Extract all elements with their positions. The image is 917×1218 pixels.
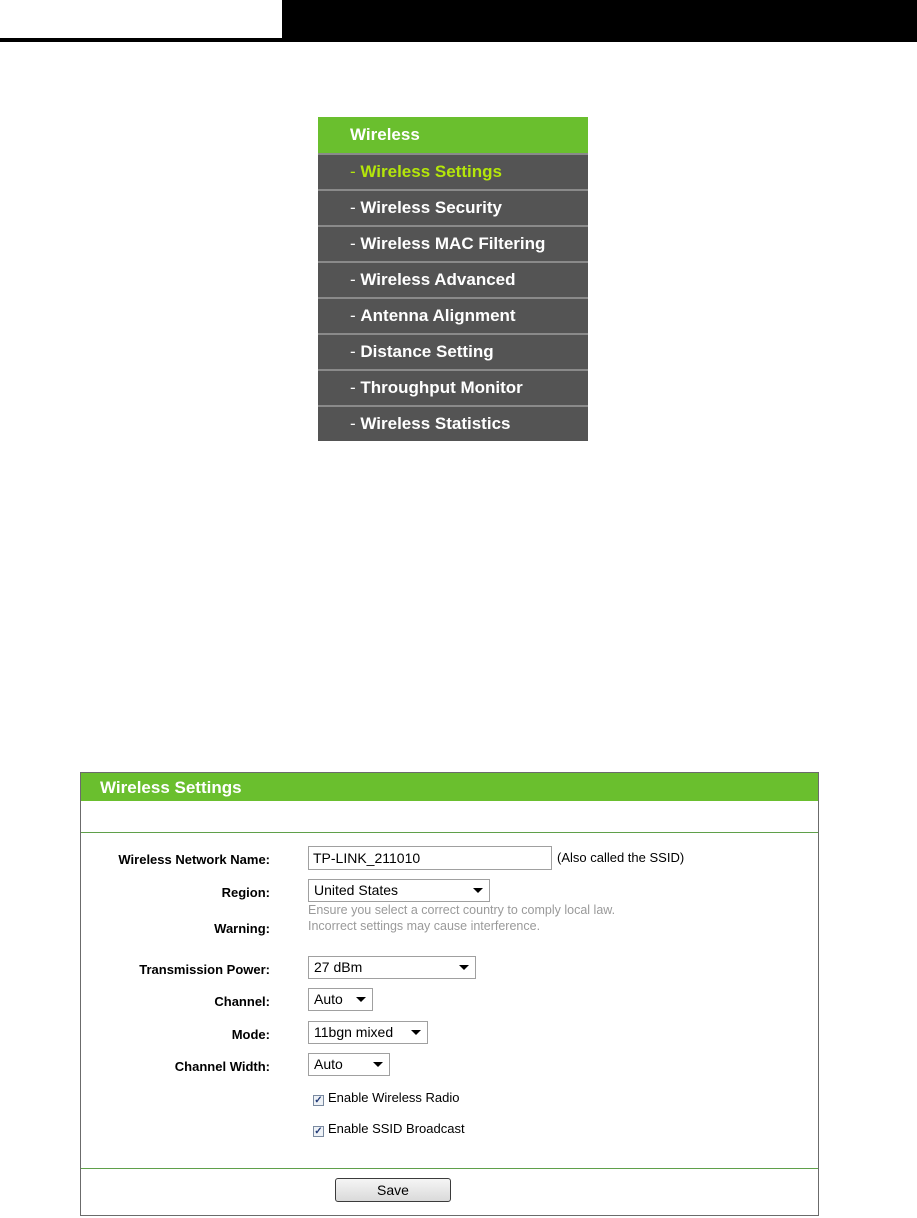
network-name-label: Wireless Network Name: [118,852,270,867]
chevron-down-icon [373,1062,383,1067]
transmission-power-label: Transmission Power: [139,962,270,977]
wireless-settings-panel [80,772,819,1216]
transmission-power-select[interactable]: 27 dBm [308,956,476,979]
warning-text: Ensure you select a correct country to comply local law. Incorrect settings may cause interference. [308,903,616,933]
menu-header-wireless[interactable]: Wireless [318,117,588,153]
channel-select[interactable]: Auto [308,988,373,1011]
network-name-input[interactable]: TP-LINK_211010 [308,846,552,870]
region-select[interactable]: United States [308,879,490,902]
menu-item-wireless-advanced[interactable]: - Wireless Advanced [318,261,588,297]
region-label: Region: [221,885,270,900]
mode-label: Mode: [231,1027,270,1042]
channel-label: Channel: [214,994,270,1009]
ssid-hint: (Also called the SSID) [557,850,685,865]
menu-item-throughput-monitor[interactable]: - Throughput Monitor [318,369,588,405]
chevron-down-icon [356,997,366,1002]
menu-item-antenna-alignment[interactable]: - Antenna Alignment [318,297,588,333]
panel-title: Wireless Settings [81,773,818,801]
mode-select[interactable]: 11bgn mixed [308,1021,428,1044]
menu-item-wireless-mac-filtering[interactable]: - Wireless MAC Filtering [318,225,588,261]
header-left-block [0,0,282,40]
enable-wireless-radio-checkbox[interactable]: ✓ [314,1095,323,1106]
enable-ssid-broadcast-checkbox[interactable]: ✓ [314,1126,323,1137]
enable-ssid-broadcast-row[interactable]: ✓ Enable SSID Broadcast [314,1121,465,1137]
menu-item-wireless-statistics[interactable]: - Wireless Statistics [318,405,588,441]
warning-label: Warning: [214,921,270,936]
chevron-down-icon [411,1030,421,1035]
enable-wireless-radio-row[interactable]: ✓ Enable Wireless Radio [314,1090,460,1106]
channel-width-select[interactable]: Auto [308,1053,390,1076]
menu-item-distance-setting[interactable]: - Distance Setting [318,333,588,369]
save-button[interactable]: Save [335,1178,451,1202]
wireless-menu [318,117,588,437]
chevron-down-icon [459,965,469,970]
bottom-divider [81,1168,818,1169]
menu-item-wireless-settings[interactable]: - Wireless Settings [318,153,588,189]
top-divider [81,832,818,833]
chevron-down-icon [473,888,483,893]
channel-width-label: Channel Width: [174,1059,270,1074]
menu-item-wireless-security[interactable]: - Wireless Security [318,189,588,225]
document-header-bar [0,0,917,42]
